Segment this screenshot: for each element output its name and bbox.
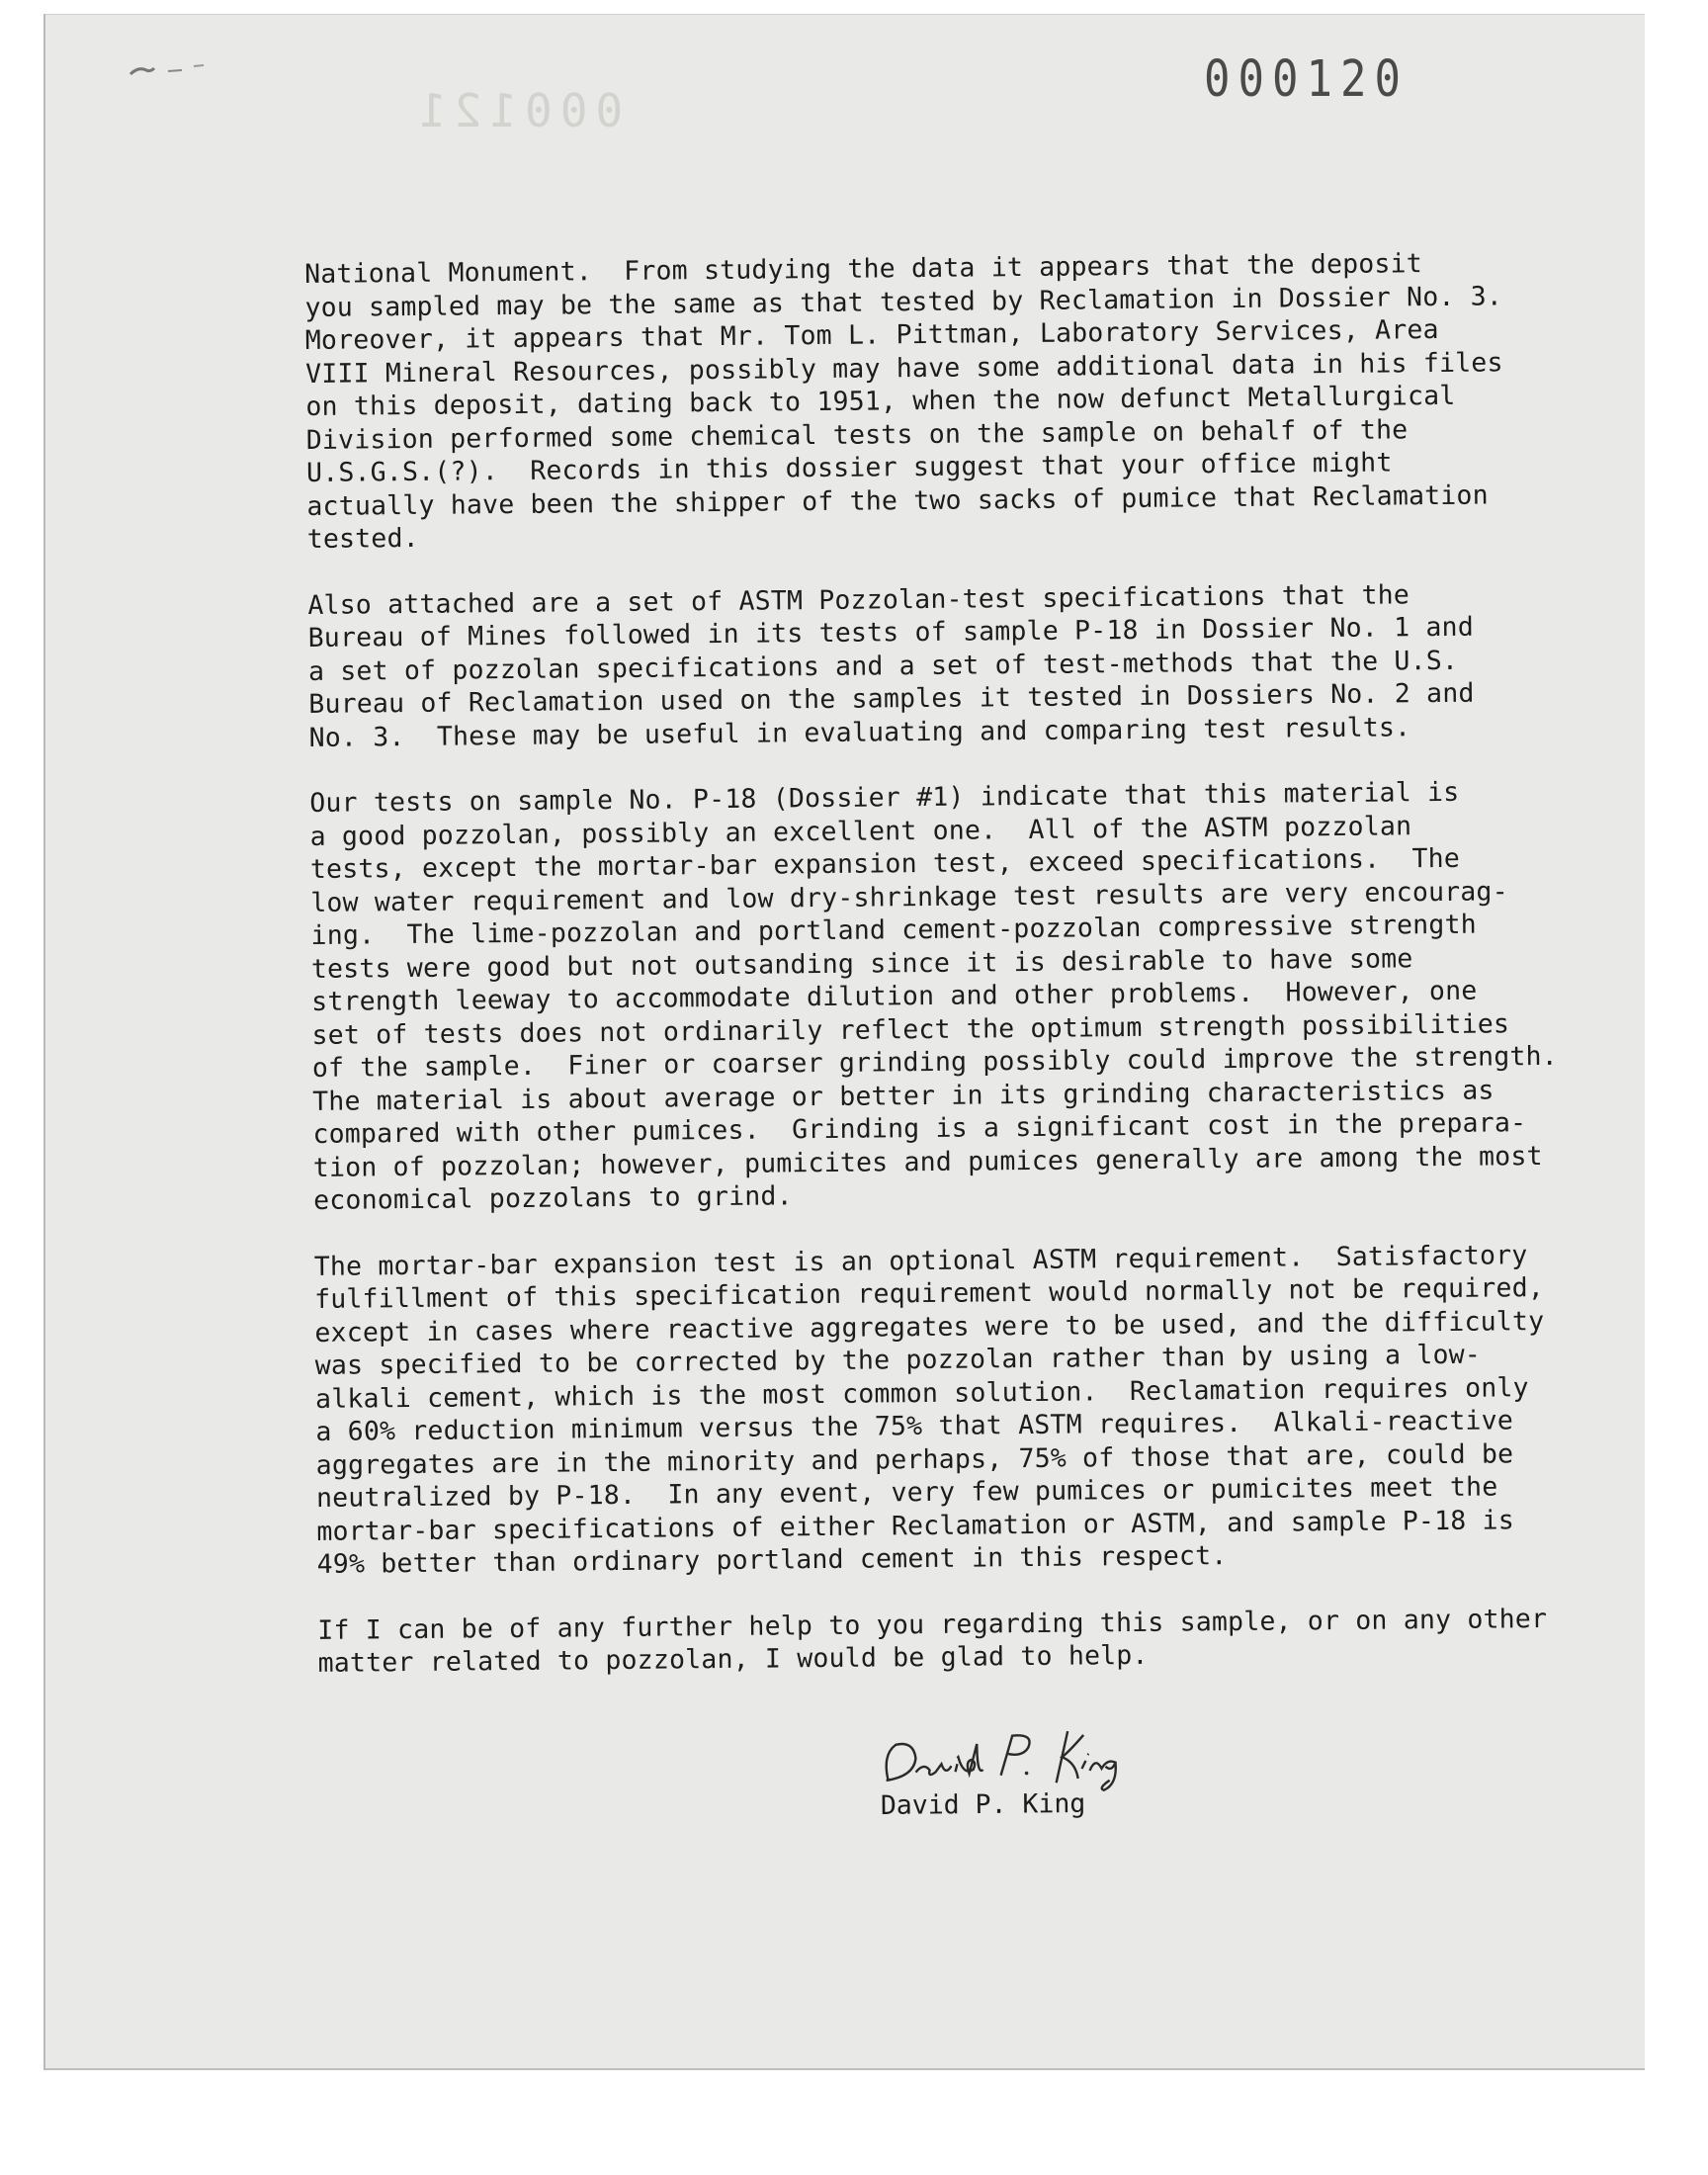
text-line: 49% better than ordinary portland cement in this respect. [316,1540,1228,1580]
paragraph [309,774,1608,1217]
text-line: Moreover, it appears that Mr. Tom L. Pittman, Laboratory Services, Area [304,313,1439,356]
paragraph [317,1602,1613,1681]
signature-block [874,1712,1191,1834]
text-line: The mortar-bar expansion test is an optional ASTM requirement. Satisfactory [313,1239,1528,1282]
text-line: matter related to pozzolan, I would be glad to help. [317,1639,1149,1679]
text-line: tests were good but not outsanding since it is desirable to have some [310,942,1413,985]
text-line: actually have been the shipper of the two sacks of pumice that Reclamation [306,479,1489,522]
text-line: Division performed some chemical tests on the sample on behalf of the [305,413,1409,456]
text-line: Also attached are a set of ASTM Pozzolan-test specifications that the [307,578,1410,621]
paragraph [307,576,1604,754]
page-number: 000120 [1204,50,1409,109]
text-line: a set of pozzolan specifications and a set of test-methods that the U.S. [307,645,1459,687]
text-line: tion of pozzolan; however, pumicites and pumices generally are among the most [312,1140,1543,1183]
bleed-through-page-number: 000121 [411,84,624,137]
text-line: No. 3. These may be useful in evaluating and comparing test results. [308,711,1411,753]
paragraph [304,245,1602,556]
text-line: mortar-bar specifications of either Reclamation or ASTM, and sample P-18 is [316,1504,1515,1547]
text-line: set of tests does not ordinarily reflect the optimum strength possibilities [311,1007,1510,1051]
text-line: low water requirement and low dry-shrinkage test results are very encourag- [310,875,1508,918]
document-page [43,14,1645,2070]
text-line: The material is about average or better in its grinding characteristics as [312,1074,1494,1117]
text-line: a 60% reduction minimum versus the 75% that ASTM requires. Alkali-reactive [315,1405,1514,1447]
text-line: fulfillment of this specification requirement would normally not be required, [313,1272,1545,1315]
text-line: of the sample. Finer or coarser grinding possibly could improve the strength. [311,1040,1559,1084]
pen-mark-icon [125,58,263,80]
text-line: a good pozzolan, possibly an excellent one. All of the ASTM pozzolan [309,810,1412,852]
handwritten-signature [874,1712,1161,1794]
text-line: was specified to be corrected by the pozzolan rather than by using a low- [314,1339,1482,1381]
letter-body [304,245,1613,1712]
text-line: Our tests on sample No. P-18 (Dossier #1) indicate that this material is [309,776,1460,819]
text-line: Bureau of Mines followed in its tests of sample P-18 in Dossier No. 1 and [307,611,1475,653]
text-line: economical pozzolans to grind. [313,1180,793,1216]
text-line: compared with other pumices. Grinding is a significant cost in the prepara- [312,1107,1527,1150]
text-line: strength leeway to accommodate dilution and other problems. However, one [311,975,1478,1017]
text-line: Bureau of Reclamation used on the samples it tested in Dossiers No. 2 and [308,677,1475,720]
text-line: on this deposit, dating back to 1951, when the now defunct Metallurgical [305,380,1456,422]
text-line: you sampled may be the same as that tested by Reclamation in Dossier No. 3. [304,280,1503,323]
text-line: If I can be of any further help to you regarding this sample, or on any other [317,1603,1548,1646]
text-line: National Monument. From studying the data it appears that the deposit [304,248,1423,290]
text-line: VIII Mineral Resources, possibly may have some additional data in his files [304,346,1503,390]
paragraph [314,1238,1612,1582]
text-line: U.S.G.S.(?). Records in this dossier suggest that your office might [305,447,1393,488]
signer-name: David P. King [880,1787,1086,1821]
text-line: neutralized by P-18. In any event, very few pumices or pumicites meet the [315,1471,1498,1514]
text-line: except in cases where reactive aggregates were to be used, and the difficulty [314,1305,1545,1348]
text-line: alkali cement, which is the most common solution. Reclamation requires only [314,1371,1529,1415]
text-line: tested. [306,522,419,555]
text-line: ing. The lime-pozzolan and portland cement-pozzolan compressive strength [310,909,1477,951]
text-line: tests, except the mortar-bar expansion test, exceed specifications. The [309,842,1461,885]
text-line: aggregates are in the minority and perhaps, 75% of those that are, could be [315,1437,1514,1481]
